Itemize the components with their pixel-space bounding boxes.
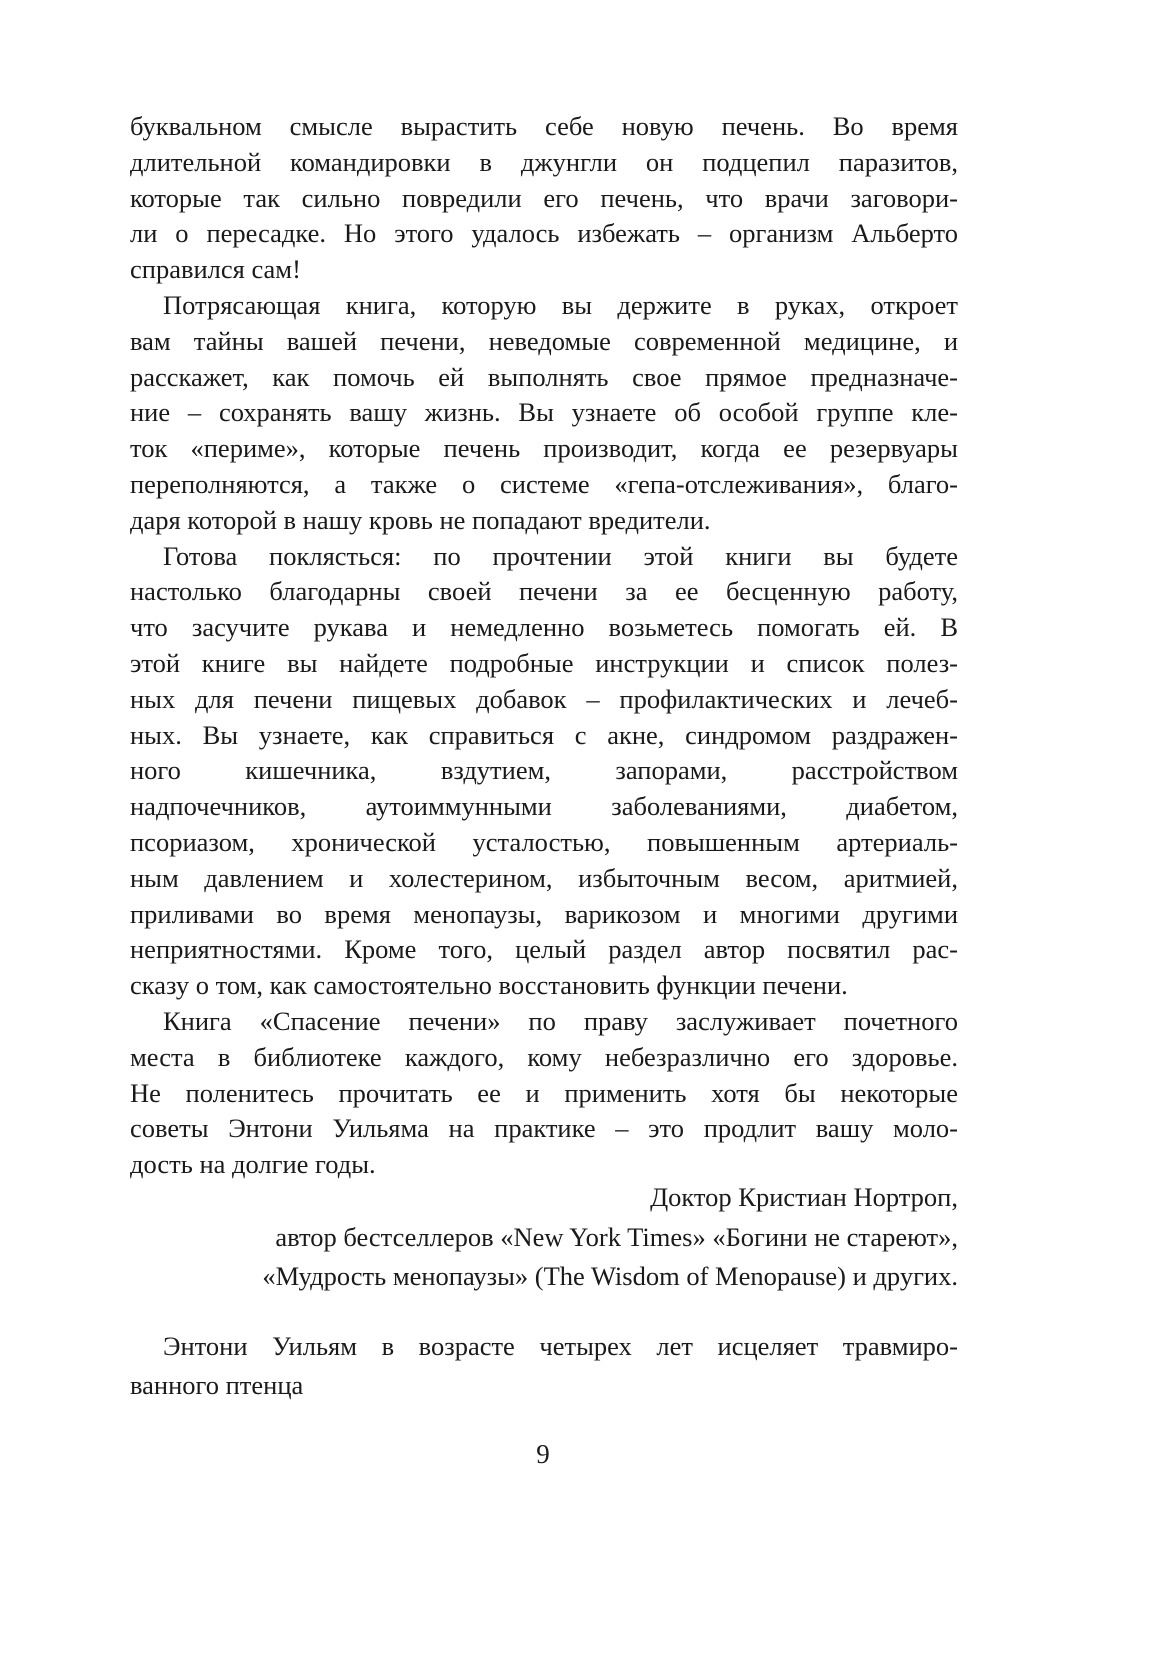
caption-line: Энтони Уильям в возрасте четырех лет исцеляет травмиро- [163, 1331, 958, 1361]
text-line: ных. Вы узнаете, как справиться с акне, синдромом раздражен- [130, 719, 958, 750]
text-line: Готова поклясться: по прочтении этой книги вы будете [163, 540, 958, 571]
signature-credentials: автор бестселлеров «New York Times» «Богини не стареют», [275, 1221, 958, 1252]
text-line: даря которой в нашу кровь не попадают вредители. [130, 504, 711, 535]
text-line: дость на долгие годы. [130, 1149, 376, 1180]
text-line: приливами во время менопаузы, варикозом и многими другими [130, 898, 958, 929]
text-line: буквальном смысле вырастить себе новую печень. Во время [130, 111, 958, 141]
text-line: советы Энтони Уильяма на практике – это продлит вашу моло- [130, 1113, 958, 1144]
text-line: ние – сохранять вашу жизнь. Вы узнаете об особой группе кле- [130, 397, 958, 428]
paragraph [130, 539, 958, 1004]
text-line: надпочечников, аутоиммунными заболеваниями, диабетом, [130, 791, 958, 822]
text-line: вам тайны вашей печени, неведомые современной медицине, и [130, 325, 958, 356]
text-line: справился сам! [130, 254, 301, 285]
signature-block [130, 1178, 958, 1297]
paragraph [130, 1004, 958, 1183]
text-line: ли о пересадке. Но этого удалось избежать – организм Альберто [130, 218, 958, 249]
signature-credentials: «Мудрость менопаузы» (The Wisdom of Menopause) и других. [262, 1261, 958, 1291]
text-line: которые так сильно повредили его печень, что врачи заговори- [130, 182, 958, 213]
caption-line: ванного птенца [130, 1370, 304, 1400]
photo-caption [130, 1327, 958, 1405]
text-line: ток «периме», которые печень производит, когда ее резервуары [130, 433, 958, 464]
text-line: псориазом, хронической усталостью, повышенным артериаль- [130, 826, 958, 857]
signature-name: Доктор Кристиан Нортроп, [650, 1182, 958, 1212]
text-line: сказу о том, как самостоятельно восстановить функции печени. [130, 970, 848, 1001]
text-line: переполняются, а также о системе «гепа-отслеживания», благо- [130, 468, 958, 499]
text-line: ного кишечника, вздутием, запорами, расстройством [130, 755, 958, 786]
paragraph [130, 109, 958, 288]
text-line: этой книге вы найдете подробные инструкции и список полез- [130, 647, 958, 678]
text-line: Потрясающая книга, которую вы держите в руках, откроет [163, 289, 958, 320]
text-line: ным давлением и холестерином, избыточным весом, аритмией, [130, 862, 958, 893]
page-number: 9 [536, 1439, 550, 1469]
text-line: Не поленитесь прочитать ее и применить хотя бы некоторые [130, 1077, 958, 1108]
body-text [130, 109, 958, 1183]
text-line: длительной командировки в джунгли он подцепил паразитов, [130, 146, 958, 177]
text-line: ных для печени пищевых добавок – профилактических и лечеб- [130, 683, 958, 714]
text-line: что засучите рукава и немедленно возьметесь помогать ей. В [130, 612, 958, 643]
text-line: настолько благодарны своей печени за ее бесценную работу, [130, 576, 958, 607]
text-line: Книга «Спасение печени» по праву заслуживает почетного [163, 1005, 958, 1036]
paragraph [130, 288, 958, 539]
text-line: места в библиотеке каждого, кому небезразлично его здоровье. [130, 1041, 958, 1072]
text-line: неприятностями. Кроме того, целый раздел автор посвятил рас- [130, 934, 958, 965]
text-line: расскажет, как помочь ей выполнять свое прямое предназначе- [130, 361, 958, 392]
